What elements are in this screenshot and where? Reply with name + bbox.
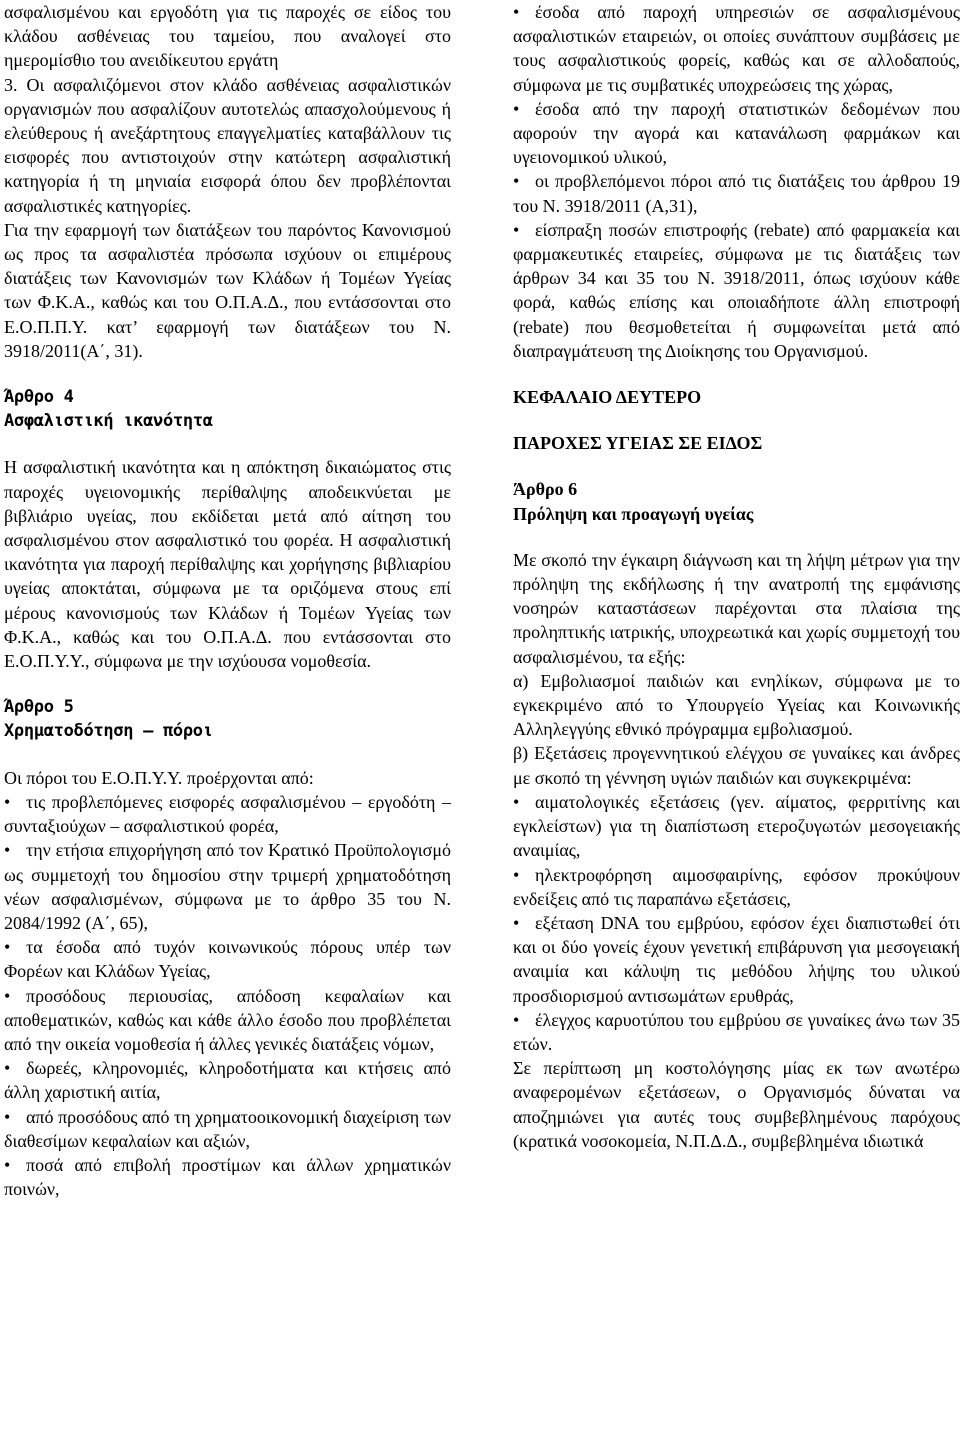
chapter-title: ΚΕΦΑΛΑΙΟ ΔΕΥΤΕΡΟ <box>513 387 702 408</box>
bullet-icon: • <box>4 1154 11 1175</box>
chapter-subtitle: ΠΑΡΟΧΕΣ ΥΓΕΙΑΣ ΣΕ ΕΙΔΟΣ <box>513 433 763 454</box>
bullet-icon: • <box>4 985 11 1006</box>
bullet-icon: • <box>513 2 520 22</box>
bullet-icon: • <box>513 98 520 119</box>
list-item: • ηλεκτροφόρηση αιμοσφαιρίνης, εφόσον προκύψουν ενδείξεις από τις παραπάνω εξετάσεις, <box>513 864 960 909</box>
bullet-icon: • <box>4 791 11 812</box>
list-item: • προσόδους περιουσίας, απόδοση κεφαλαίων και αποθεματικών, καθώς και κάθε άλλο έσοδο που προβλέπεται από την οικεία νομοθεσία ή άλλες γενικές διατάξεις νόμων, <box>4 985 451 1054</box>
bullet-icon: • <box>4 840 11 861</box>
list-item: • από προσόδους από τη χρηματοοικονομική διαχείριση των διαθεσίμων κεφαλαίων και αξιών, <box>4 1106 451 1151</box>
list-item: • ποσά από επιβολή προστίμων και άλλων χρηματικών ποινών, <box>4 1154 451 1200</box>
article-6-title: Άρθρο 6 <box>513 479 578 500</box>
article-4-subtitle: Ασφαλιστική ικανότητα <box>4 411 213 432</box>
paragraph: Με σκοπό την έγκαιρη διάγνωση και τη λήψη μέτρων για την πρόληψη της εκδήλωσης ή την ανατροπή της εμφάνισης νοσηρών καταστάσεων παρέχονται στα πλαίσια της προληπτικής ιατρικής, υποχρεωτικά και χωρίς συμμετοχή του ασφαλισμένου, τα εξής: <box>513 549 960 667</box>
article-6-subtitle: Πρόληψη και προαγωγή υγείας <box>513 503 754 524</box>
paragraph: Η ασφαλιστική ικανότητα και η απόκτηση δικαιώματος στις παροχές υγειονομικής περίθαλψης αποδεικνύεται με βιβλιάριο υγείας, που εκδίδεται μετά από αίτηση του ασφαλισμένου στον ασφαλιστικό του φορέα. Η ασφαλιστική ικανότητα για παροχή περίθαλψης και χορήγησης βιβλιαρίου υγείας αποκτάται, σύμφωνα με τα οριζόμενα στους επί μέρους κανονισμούς των Κλάδων ή Τομέων Υγείας των Φ.Κ.Α., καθώς και του Ο.Π.Α.Δ. που εντάσσονται στο Ε.Ο.Π.Υ.Υ., σύμφωνα με την ισχύουσα νομοθεσία. <box>4 457 451 672</box>
list-item: • έσοδα από παροχή υπηρεσιών σε ασφαλισμένους ασφαλιστικών εταιρειών, οι οποίες συνάπτουν συμβάσεις με τους ασφαλιστικούς φορείς, καθώς και σε αλλοδαπούς, σύμφωνα με τις συμβατικές υποχρεώσεις της χώρας, <box>513 2 960 95</box>
paragraph: Για την εφαρμογή των διατάξεων του παρόντος Κανονισμού ως προς τα ασφαλιστέα πρόσωπα ισχύουν οι επιμέρους διατάξεις των Κανονισμών των Κλάδων ή Τομέων Υγείας των Φ.Κ.Α., καθώς και του Ο.Π.Α.Δ., που εντάσσονται στο Ε.Ο.Π.Π.Υ. κατ’ εφαρμογή των διατάξεων του Ν. 3918/2011(Α΄, 31). <box>4 219 451 361</box>
bullet-icon: • <box>513 791 520 812</box>
list-item: • οι προβλεπόμενοι πόροι από τις διατάξεις του άρθρου 19 του Ν. 3918/2011 (Α,31), <box>513 171 960 216</box>
paragraph: Σε περίπτωση μη κοστολόγησης μίας εκ των ανωτέρω αναφερομένων εξετάσεων, ο Οργανισμός δύναται να αποζημιώνει για αυτές τους συμβεβλημένους παρόχους (κρατικά νοσοκομεία, Ν.Π.Δ.Δ., συμβεβλημένα ιδιωτικά <box>513 1058 960 1151</box>
bullet-icon: • <box>513 171 520 192</box>
paragraph: α) Εμβολιασμοί παιδιών και ενηλίκων, σύμφωνα με το εγκεκριμένο από το Υπουργείο Υγείας και Κοινωνικής Αλληλεγγύης εθνικό πρόγραμμα εμβολιασμού. <box>513 670 960 740</box>
paragraph: Οι πόροι του Ε.Ο.Π.Υ.Υ. προέρχονται από: <box>4 767 314 788</box>
bullet-icon: • <box>513 219 520 240</box>
bullet-icon: • <box>513 864 520 885</box>
bullet-icon: • <box>513 1009 520 1030</box>
list-item: • εξέταση DNA του εμβρύου, εφόσον έχει διαπιστωθεί ότι και οι δύο γονείς έχουν γενετική επιβάρυνση για μεσογειακή αναιμία και κάλυψη τις μεθόδου λήψης του υλικού προσδιορισμού αντισωμάτων ερυθράς, <box>513 912 960 1006</box>
bullet-icon: • <box>4 937 11 958</box>
list-item: • αιματολογικές εξετάσεις (γεν. αίματος, φερριτίνης και εγκλείστων) για τη διαπίστωση ετεροζυγωτών μεσογειακής αναιμίας, <box>513 791 960 861</box>
list-item: • είσπραξη ποσών επιστροφής (rebate) από φαρμακεία και φαρμακευτικές εταιρείες, σύμφωνα με τις διατάξεις των άρθρων 34 και 35 του Ν. 3918/2011, όπως ισχύουν κάθε φορά, καθώς επίσης και οποιαδήποτε άλλη επιστροφή (rebate) που θεσμοθετείται ή συμφωνείται μετά από διαπραγμάτευση της Διοίκησης του Οργανισμού. <box>513 219 960 361</box>
list-item: • δωρεές, κληρονομιές, κληροδοτήματα και κτήσεις από άλλη χαριστική αιτία, <box>4 1058 451 1103</box>
list-item: • έσοδα από την παροχή στατιστικών δεδομένων που αφορούν την αγορά και κατανάλωση φαρμάκων και υγειονομικού υλικού, <box>513 98 960 168</box>
left-column <box>4 0 451 1201</box>
bullet-icon: • <box>513 912 520 933</box>
right-column <box>513 0 960 1153</box>
paragraph: β) Εξετάσεις προγεννητικού ελέγχου σε γυναίκες και άνδρες με σκοπό τη γέννηση υγιών παιδιών και συγκεκριμένα: <box>513 743 960 788</box>
article-4-title: Άρθρο 4 <box>4 387 74 408</box>
list-item: • τις προβλεπόμενες εισφορές ασφαλισμένου – εργοδότη – συνταξιούχων – ασφαλιστικού φορέα, <box>4 791 451 837</box>
list-item: • έλεγχος καρυοτύπου του εμβρύου σε γυναίκες άνω των 35 ετών. <box>513 1009 960 1054</box>
article-5-subtitle: Χρηματοδότηση – πόροι <box>4 721 213 742</box>
list-item: • την ετήσια επιχορήγηση από τον Κρατικό Προϋπολογισμό ως συμμετοχή του δημοσίου στην τριμερή χρηματοδότηση νέων ασφαλισμένων, σύμφωνα με το άρθρο 35 του Ν. 2084/1992 (Α΄, 65), <box>4 840 451 933</box>
paragraph: 3. Οι ασφαλιζόμενοι στον κλάδο ασθένειας ασφαλιστικών οργανισμών που ασφαλίζουν αυτοτελώς απασχολούμενους ή ελεύθερους ή ανεξάρτητους επαγγελματίες καταβάλλουν τις εισφορές που αντιστοιχούν στην κατώτερη ασφαλιστική κατηγορία ή τη μηνιαία εισφορά όπου δεν προβλέπονται ασφαλιστικές κατηγορίες. <box>4 74 451 216</box>
article-5-title: Άρθρο 5 <box>4 697 74 718</box>
bullet-icon: • <box>4 1106 11 1127</box>
paragraph: ασφαλισμένου και εργοδότη για τις παροχές σε είδος του κλάδου ασθένειας του ταμείου, που αναλογεί στο ημερομίσθιο του ανειδίκευτου εργάτη <box>4 2 451 71</box>
bullet-icon: • <box>4 1058 11 1079</box>
list-item: • τα έσοδα από τυχόν κοινωνικούς πόρους υπέρ των Φορέων και Κλάδων Υγείας, <box>4 937 451 982</box>
